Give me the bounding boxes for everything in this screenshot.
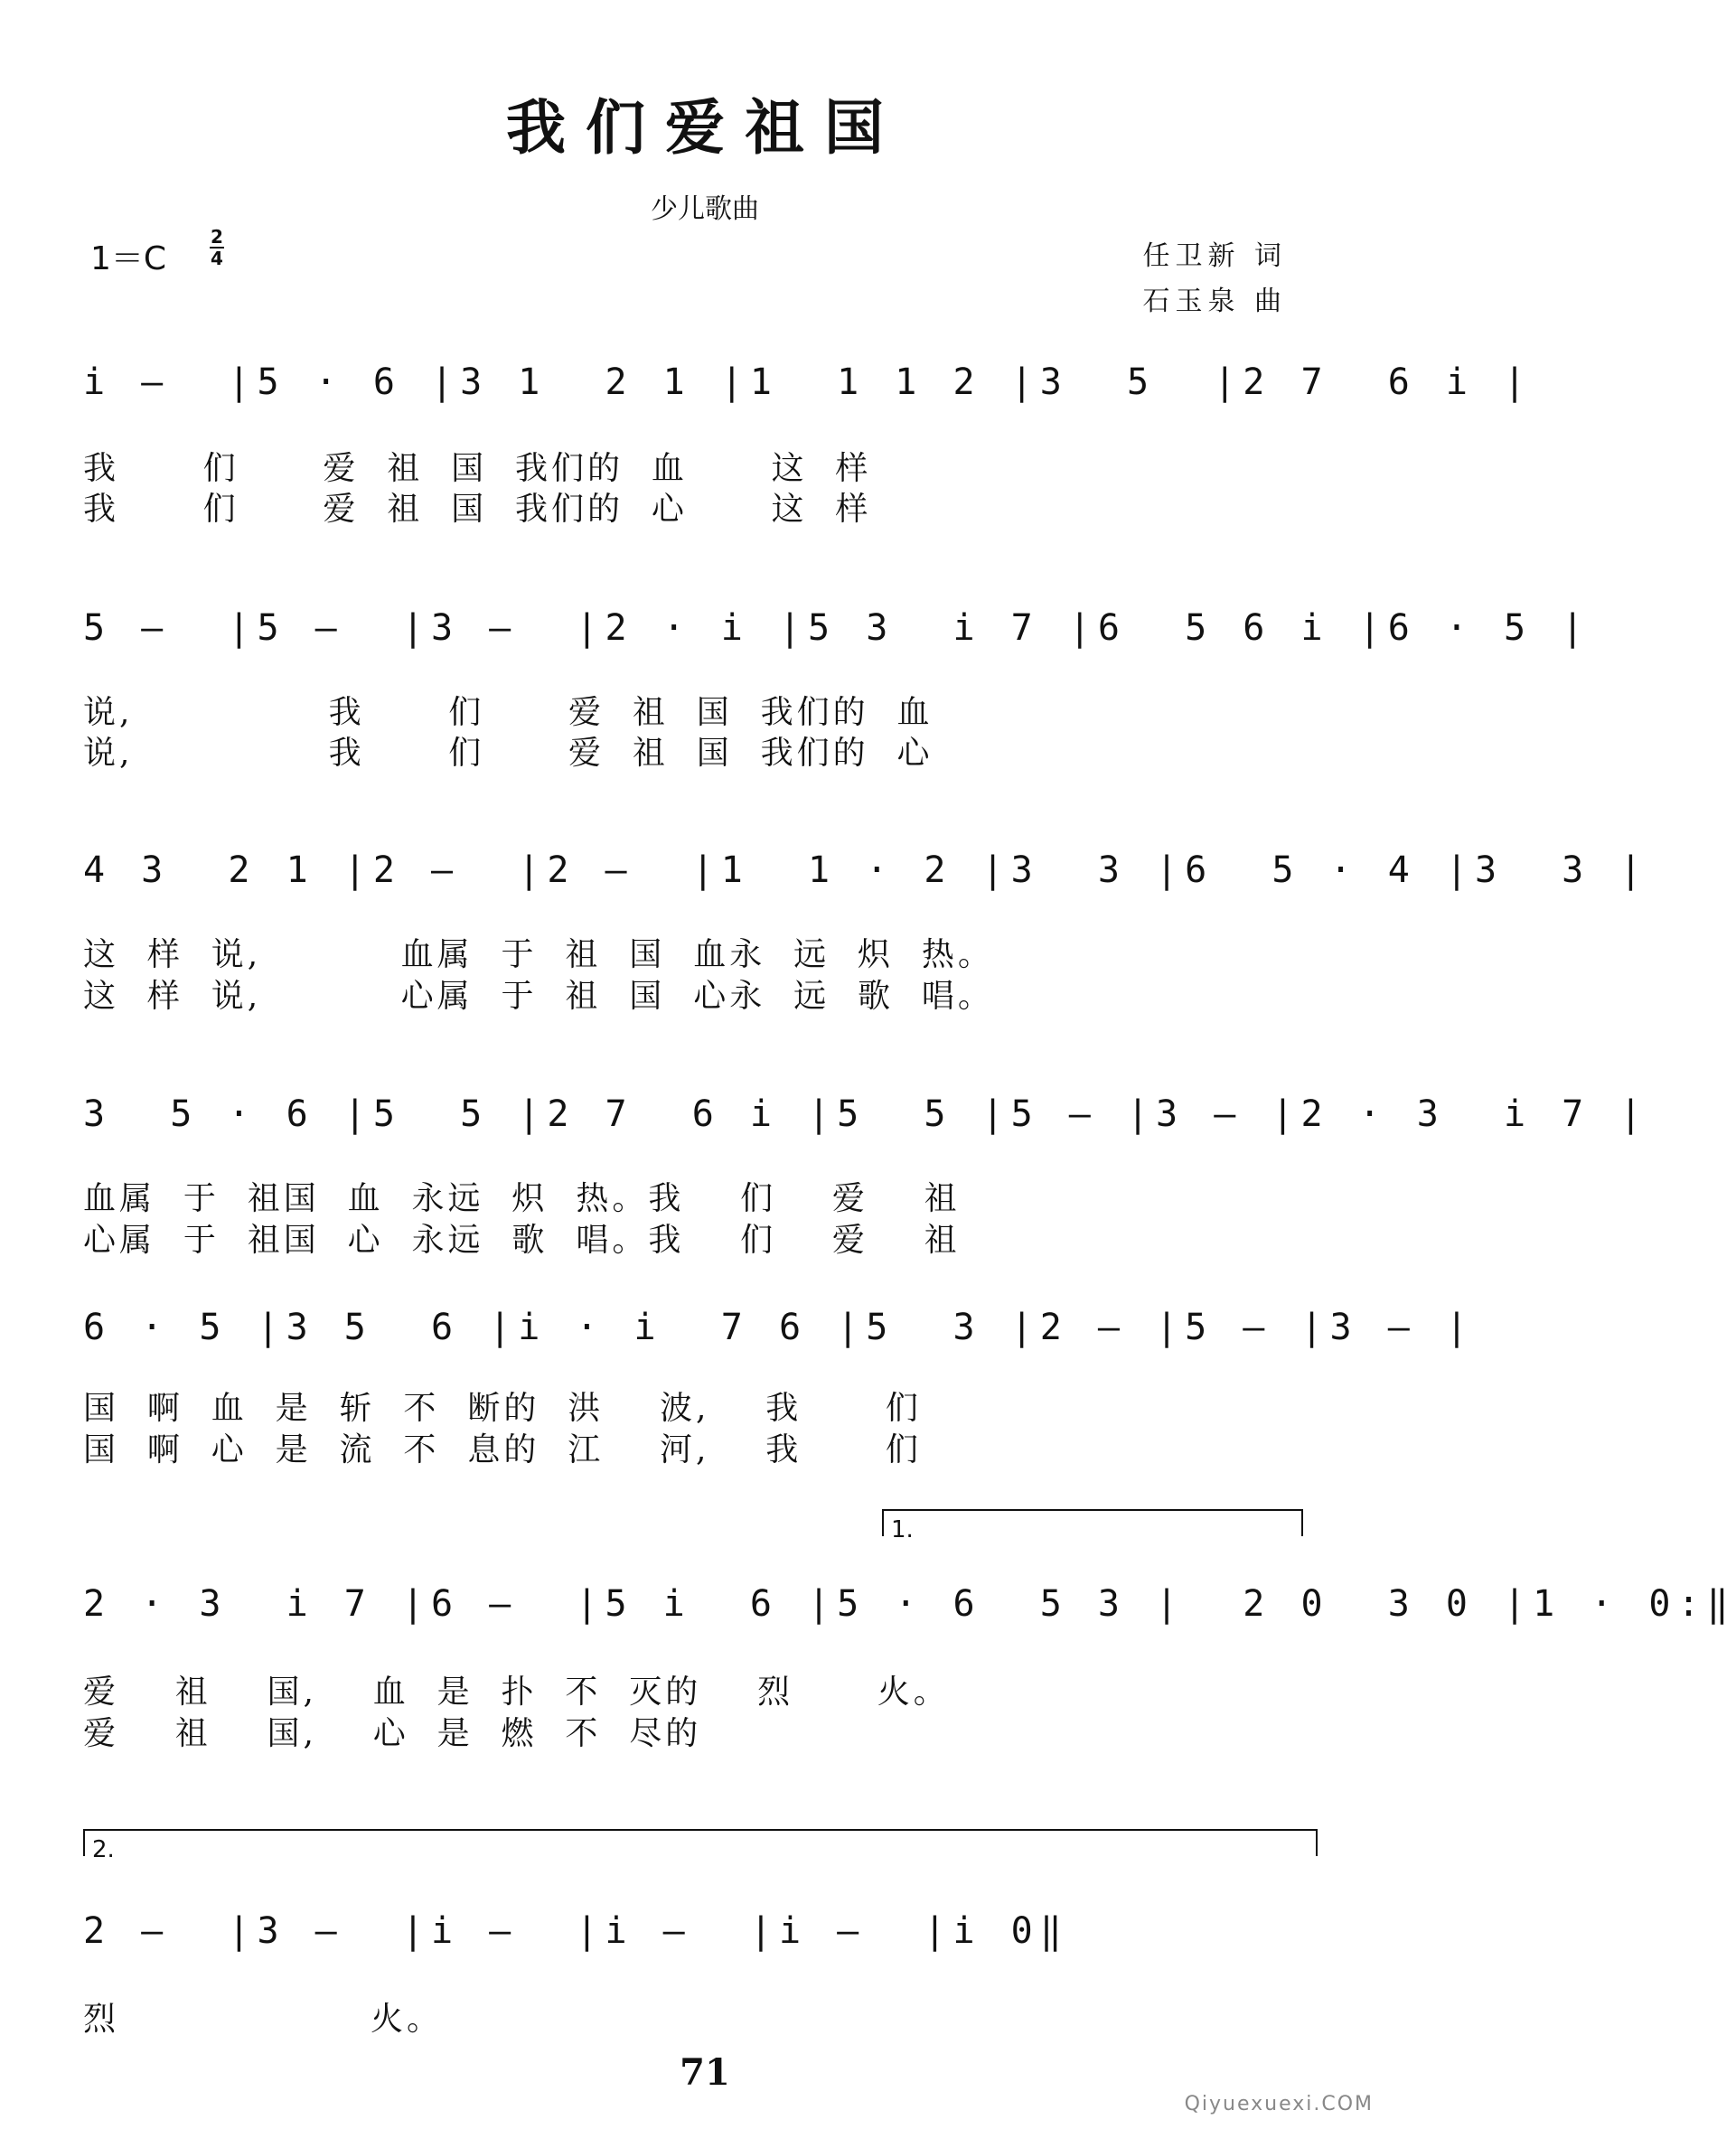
lyricist-credit: 任卫新 词 — [1142, 240, 1287, 272]
first-ending-label: 1. — [891, 1516, 914, 1543]
lyrics-line-4-verse-1: 血属 于 祖国 血 永远 炽 热。我 们 爱 祖 — [83, 1180, 961, 1217]
lyrics-line-5-verse-1: 国 啊 血 是 斩 不 断的 洪 波, 我 们 — [83, 1390, 922, 1427]
notation-line-1: i – |5 · 6 |3 1 2 1 |1 1 1 2 |3 5 |2 7 6 i | — [83, 361, 1534, 403]
lyrics-line-6-verse-1: 爱 祖 国, 血 是 扑 不 灭的 烈 火。 — [83, 1674, 950, 1711]
second-ending-bracket — [83, 1829, 1318, 1863]
lyrics-line-3-verse-2: 这 样 说, 心属 于 祖 国 心永 远 歌 唱。 — [83, 978, 994, 1015]
song-title: 我们爱祖国 — [506, 92, 904, 163]
lyrics-line-7-verse-1: 烈 火。 — [83, 2001, 443, 2038]
lyrics-line-3-verse-1: 这 样 说, 血属 于 祖 国 血永 远 炽 热。 — [83, 936, 994, 973]
lyrics-line-2-verse-1: 说, 我 们 爱 祖 国 我们的 血 — [83, 694, 934, 731]
time-top: 2 — [211, 226, 223, 248]
lyrics-line-1-verse-2: 我 们 爱 祖 国 我们的 心 这 样 — [83, 491, 872, 528]
composer-credit: 石玉泉 曲 — [1142, 286, 1287, 317]
notation-line-5: 6 · 5 |3 5 6 |i · i 7 6 |5 3 |2 – |5 – |3 – | — [83, 1307, 1475, 1348]
notation-line-3: 4 3 2 1 |2 – |2 – |1 1 · 2 |3 3 |6 5 · 4 |3 3 | — [83, 849, 1649, 891]
watermark: Qiyuexuexi.COM — [1184, 2093, 1374, 2115]
second-ending-label: 2. — [92, 1836, 115, 1863]
first-ending-bracket — [882, 1509, 1303, 1543]
time-bottom: 4 — [211, 248, 223, 269]
lyrics-line-1-verse-1: 我 们 爱 祖 国 我们的 血 这 样 — [83, 450, 872, 487]
notation-line-4: 3 5 · 6 |5 5 |2 7 6 i |5 5 |5 – |3 – |2 · 3 i 7 | — [83, 1093, 1649, 1135]
time-signature — [210, 228, 224, 267]
lyrics-line-4-verse-2: 心属 于 祖国 心 永远 歌 唱。我 们 爱 祖 — [83, 1222, 961, 1259]
page-number: 71 — [680, 2051, 730, 2094]
key-signature: 1＝C — [90, 240, 167, 277]
song-genre: 少儿歌曲 — [651, 193, 759, 225]
lyrics-line-6-verse-2: 爱 祖 国, 心 是 燃 不 尽的 — [83, 1715, 702, 1752]
lyrics-line-5-verse-2: 国 啊 心 是 流 不 息的 江 河, 我 们 — [83, 1431, 922, 1468]
notation-line-7: 2 – |3 – |i – |i – |i – |i 0‖ — [83, 1910, 1069, 1952]
notation-line-2: 5 – |5 – |3 – |2 · i |5 3 i 7 |6 5 6 i |6 · 5 | — [83, 607, 1591, 649]
lyrics-line-2-verse-2: 说, 我 们 爱 祖 国 我们的 心 — [83, 735, 934, 772]
notation-line-6: 2 · 3 i 7 |6 – |5 i 6 |5 · 6 5 3 | 2 0 3 0 |1 · 0:‖ — [83, 1583, 1736, 1625]
